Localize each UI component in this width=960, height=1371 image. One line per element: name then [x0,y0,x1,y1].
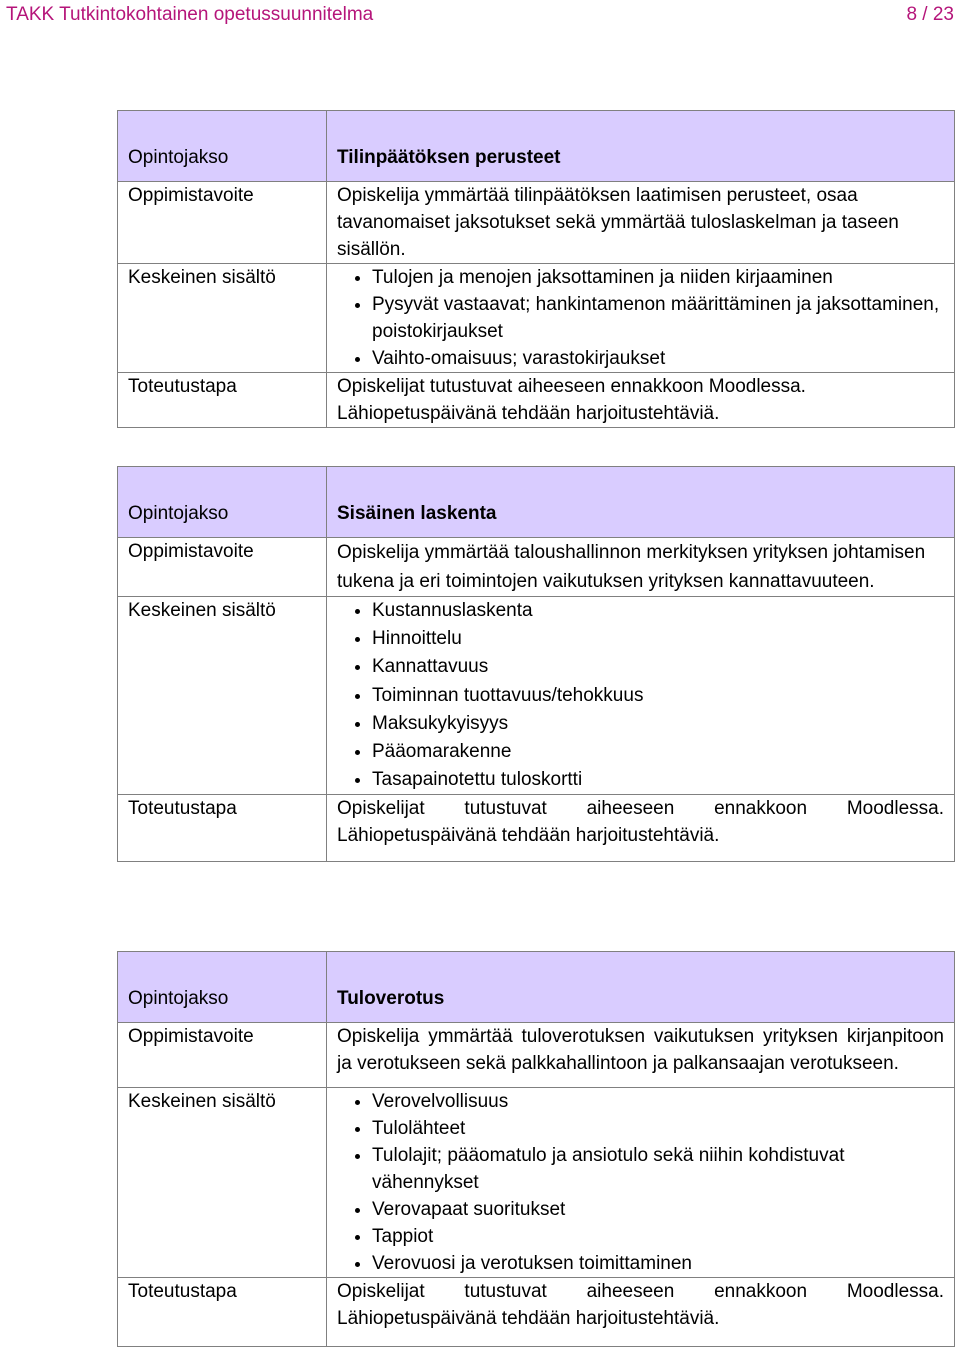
course-table-1 [117,110,955,428]
implementation-label: Toteutustapa [118,795,327,862]
content-row [118,597,955,795]
list-item: • Vaihto-omaisuus; varastokirjaukset [372,345,944,372]
list-item: • Hinnoittelu [372,625,944,653]
course-label: Opintojakso [118,952,327,1023]
implementation-row [118,1278,955,1347]
course-label: Opintojakso [118,111,327,182]
content-list [337,264,944,372]
list-item: • Kustannuslaskenta [372,597,944,625]
course-table-2 [117,466,955,862]
implementation-text: Opiskelijat tutustuvat aiheeseen ennakkoon Moodlessa. Lähiopetuspäivänä tehdään harjoitustehtäviä. [327,795,955,862]
course-title: Tuloverotus [327,952,955,1023]
list-item: • Tulolajit; pääomatulo ja ansiotulo sekä niihin kohdistuvat vähennykset [372,1142,944,1196]
objective-row [118,538,955,597]
objective-row [118,1023,955,1088]
content-list-cell [327,264,955,373]
implementation-label: Toteutustapa [118,373,327,428]
page-number: 8 / 23 [906,4,954,25]
list-item: • Tappiot [372,1223,944,1250]
objective-text: Opiskelija ymmärtää taloushallinnon merkityksen yrityksen johtamisen tukena ja eri toimintojen vaikutuksen yrityksen kannattavuuteen. [327,538,955,597]
objective-label: Oppimistavoite [118,1023,327,1088]
course-label: Opintojakso [118,467,327,538]
list-item: • Toiminnan tuottavuus/tehokkuus [372,682,944,710]
objective-row [118,182,955,264]
course-table-3 [117,951,955,1347]
implementation-row [118,373,955,428]
implementation-label: Toteutustapa [118,1278,327,1347]
course-title-row [118,111,955,182]
list-item: • Maksukykyisyys [372,710,944,738]
list-item: • Pysyvät vastaavat; hankintamenon määrittäminen ja jaksottaminen, poistokirjaukset [372,291,944,345]
content-list-cell [327,597,955,795]
list-item: • Tasapainotettu tuloskortti [372,766,944,794]
content-row [118,1088,955,1278]
list-item: • Verovelvollisuus [372,1088,944,1115]
implementation-row [118,795,955,862]
list-item: • Kannattavuus [372,653,944,681]
course-title: Tilinpäätöksen perusteet [327,111,955,182]
objective-label: Oppimistavoite [118,538,327,597]
objective-label: Oppimistavoite [118,182,327,264]
content-label: Keskeinen sisältö [118,1088,327,1278]
course-title: Sisäinen laskenta [327,467,955,538]
content-label: Keskeinen sisältö [118,264,327,373]
content-label: Keskeinen sisältö [118,597,327,795]
list-item: • Verovuosi ja verotuksen toimittaminen [372,1250,944,1277]
content-row [118,264,955,373]
list-item: • Tulolähteet [372,1115,944,1142]
list-item: • Tulojen ja menojen jaksottaminen ja niiden kirjaaminen [372,264,944,291]
implementation-text: Opiskelijat tutustuvat aiheeseen ennakkoon Moodlessa. Lähiopetuspäivänä tehdään harjoitustehtäviä. [327,1278,955,1347]
list-item: • Verovapaat suoritukset [372,1196,944,1223]
content-list [337,1088,944,1277]
list-item: • Pääomarakenne [372,738,944,766]
content-list-cell [327,1088,955,1278]
content-list [337,597,944,794]
objective-text: Opiskelija ymmärtää tilinpäätöksen laatimisen perusteet, osaa tavanomaiset jaksotukset sekä ymmärtää tuloslaskelman ja taseen sisällön. [327,182,955,264]
course-title-row [118,467,955,538]
course-title-row [118,952,955,1023]
page-header-title: TAKK Tutkintokohtainen opetussuunnitelma [6,4,374,25]
objective-text: Opiskelija ymmärtää tuloverotuksen vaikutuksen yrityksen kirjanpitoon ja verotukseen sekä palkkahallintoon ja palkansaajan verotukseen. [327,1023,955,1088]
implementation-text: Opiskelijat tutustuvat aiheeseen ennakkoon Moodlessa. Lähiopetuspäivänä tehdään harjoitustehtäviä. [327,373,955,428]
